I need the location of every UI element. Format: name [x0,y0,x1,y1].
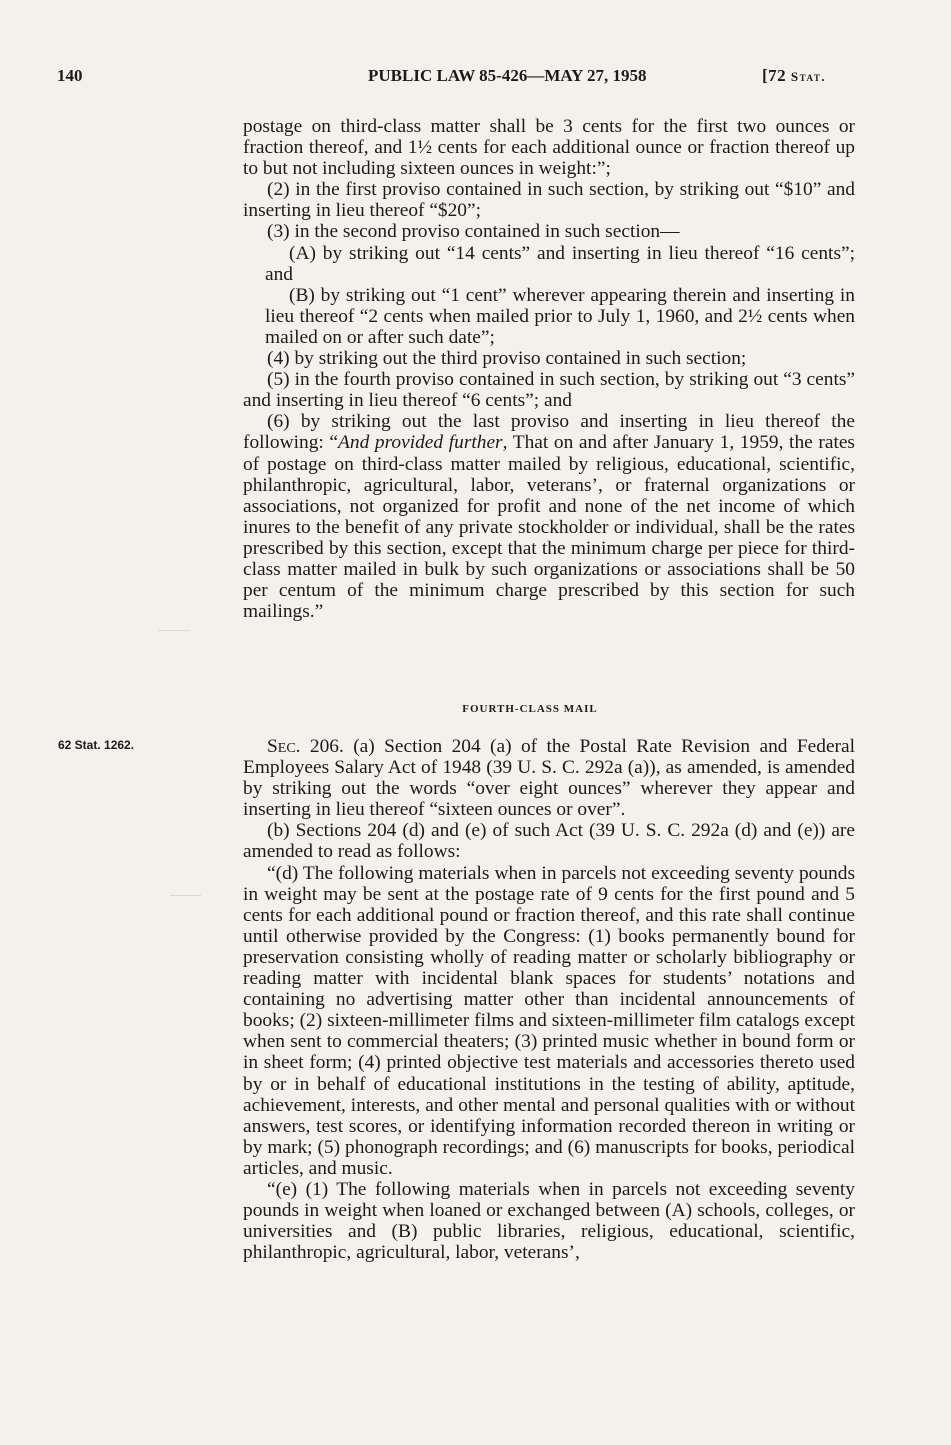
statute-prefix: [72 [762,66,791,85]
paragraph-item-3a: (A) by striking out “14 cents” and inserting in lieu thereof “16 cents”; and [265,242,855,285]
paragraph-subsection-e: “(e) (1) The following materials when in parcels not exceeding seventy pounds in weight when loaned or exchanged between (A) schools, colleges, or universities and (B) public libraries, religious, educational, scientific, philanthropic, agricultural, labor, veterans’, [243,1178,855,1264]
statute-reference [762,66,826,86]
paragraph-sec-206-b: (b) Sections 204 (d) and (e) of such Act (39 U. S. C. 292a (d) and (e)) are amended to read as follows: [243,820,855,863]
paragraph-item-4: (4) by striking out the third proviso contained in such section; [267,348,747,370]
paragraph-item-2: (2) in the first proviso contained in such section, by striking out “$10” and inserting in lieu thereof “$20”; [243,179,855,222]
paragraph-postage-third-class: postage on third-class matter shall be 3 cents for the first two ounces or fraction thereof, and 1½ cents for each additional ounce or fraction thereof up to but not including sixteen ounces in weight:”; [243,116,855,180]
amendment-text-block [243,116,855,622]
margin-citation: 62 Stat. 1262. [58,738,135,752]
running-title: PUBLIC LAW 85-426—MAY 27, 1958 [368,66,647,85]
paragraph-item-5: (5) in the fourth proviso contained in such section, by striking out “3 cents” and inserting in lieu thereof “6 cents”; and [243,369,855,412]
paragraph-subsection-d: “(d) The following materials when in parcels not exceeding seventy pounds in weight may be sent at the postage rate of 9 cents for the first pound and 5 cents for each additional pound or fraction thereof, and this rate shall continue until otherwise provided by the Congress: (1) books permanently bound for preservation consisting wholly of reading matter or scholarly bibliography or reading matter with incidental blank spaces for students’ notations and containing no advertising matter other than incidental announcements of books; (2) sixteen-millimeter films and sixteen-millimeter film catalogs except when sent to commercial theaters; (3) printed music whether in bound form or in sheet form; (4) printed objective test materials and accessories thereto used by or in behalf of educational institutions in the testing of ability, aptitude, achievement, interests, and other mental and personal qualities with or without answers, test scores, or identifying information recorded thereon in writing or by mark; (5) phonograph recordings; and (6) manuscripts for books, periodical articles, and music. [243,862,855,1179]
item-6-lead: (6) by striking out the last proviso and inserting in lieu thereof the following: “ [243,411,855,454]
page-number: 140 [57,66,83,85]
bleed-through-mark: ──── [158,625,190,637]
paragraph-item-3: (3) in the second proviso contained in such section— [267,221,680,243]
section-label: Sec. [267,736,301,757]
item-6-italic-phrase: And provided further [338,432,503,454]
statute-word: Stat. [790,69,827,84]
paragraph-item-6 [243,411,855,622]
bleed-through-mark: ──── [170,890,202,902]
paragraph-sec-206-a [243,736,855,820]
section-heading: FOURTH-CLASS MAIL [462,703,598,715]
paragraph-item-3b: (B) by striking out “1 cent” wherever appearing therein and inserting in lieu thereof “2 cents when mailed prior to July 1, 1960, and 2½ cents when mailed on or after such date”; [265,284,855,348]
sec-206-a-body: 206. (a) Section 204 (a) of the Postal Rate Revision and Federal Employees Salary Act of 1948 (39 U. S. C. 292a (a)), as amended, is amended by striking out the words “over eight ounces” wherever they appear and inserting in lieu thereof “sixteen ounces or over”. [243,736,855,821]
item-6-body: , That on and after January 1, 1959, the rates of postage on third-class matter mailed by religious, educational, scientific, philanthropic, agricultural, labor, veterans’, or fraternal organizations or associations, not organized for profit and none of the net income of which inures to the benefit of any private stockholder or individual, shall be the rates prescribed by this section, except that the minimum charge per piece for third-class matter mailed in bulk by such organizations or associations shall be 50 per centum of the minimum charge prescribed by this section for such mailings.” [243,432,855,623]
section-206-text-block [243,736,855,1263]
